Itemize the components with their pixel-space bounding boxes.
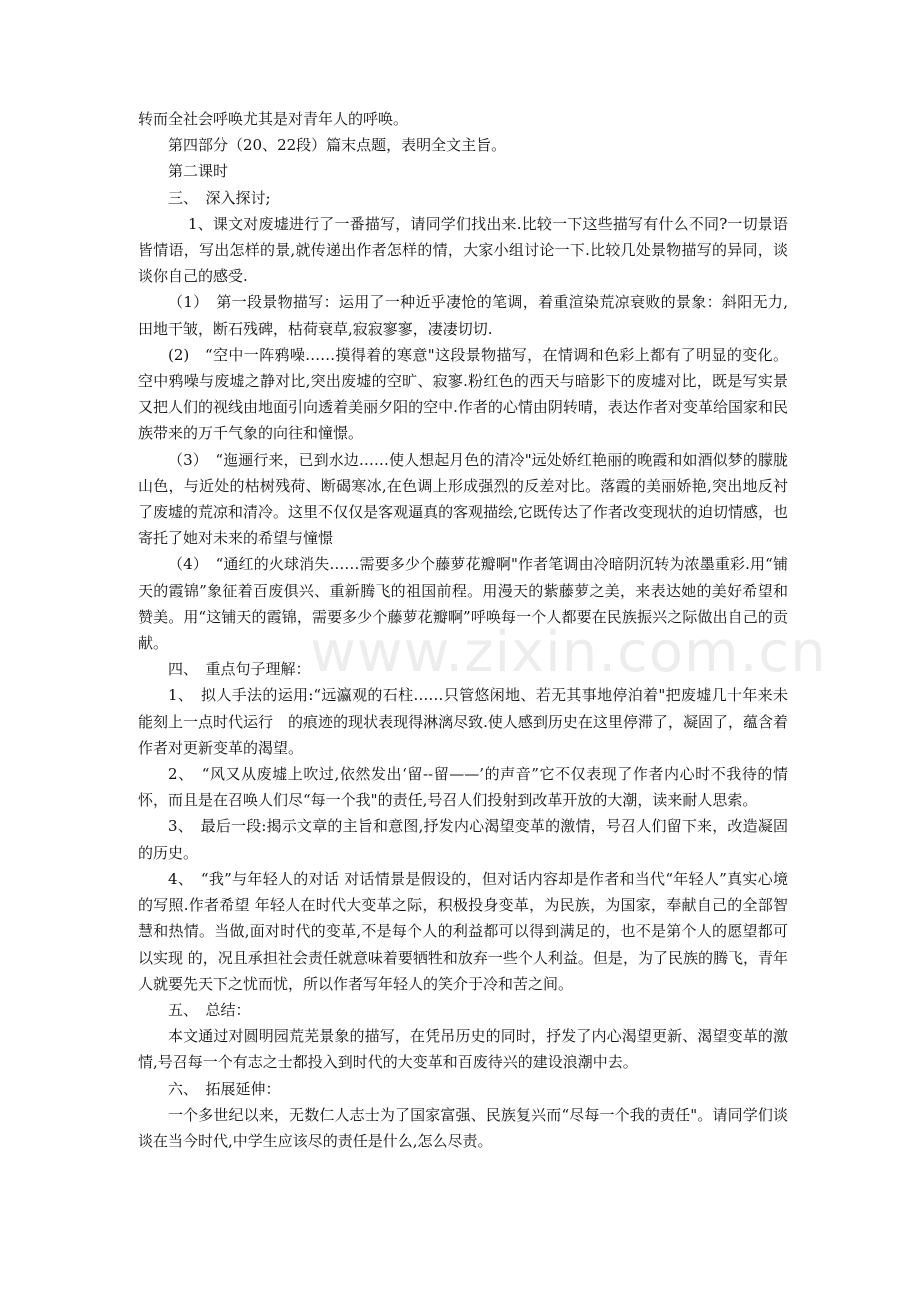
paragraph-part-four: 第四部分（20、22段）篇末点题，表明全文主旨。 [168, 136, 507, 155]
paragraph-scene-4: （4） “通红的火球消失……需要多少个藤萝花瓣啊"作者笔调由冷暗阴沉转为浓墨重彩.用“铺天的霞锦”象征着百废俱兴、重新腾飞的祖国前程。用漫天的紫藤萝之美，来表达她的美好希望和赞美。用“这铺天的霞锦，需要多少个藤萝花瓣啊”呼唤每一个人都要在民族振兴之际做出自己的贡献。 [138, 555, 788, 653]
section-heading-key-sentences: 四、 重点句子理解： [168, 660, 311, 679]
section-heading-extension: 六、 拓展延伸： [168, 1079, 281, 1098]
paragraph-key-sentence-4: 4、 “我”与年轻人的对话 对话情景是假设的，但对话内容却是作者和当代“年轻人”真实心境的写照.作者希望 年轻人在时代大变革之际，积极投身变革，为民族，为国家，奉献自己的全部智慧和热情。当做,面对时代的变革,不是每个人的利益都可以得到满足的，也不是第个人的愿望都可以实现 的，况且承担社会责任就意味着要牺牲和放弃一些个人利益。但是，为了民族的腾飞，青年人就要先天下之忧而忧，所以作者写年轻人的笑介于冷和苦之间。 [138, 869, 788, 993]
paragraph-question-1: 1、课文对废墟进行了一番描写，请同学们找出来.比较一下这些描写有什么不同?一切景语皆情语，写出怎样的景,就传递出作者怎样的情，大家小组讨论一下.比较几处景物描写的异同，谈谈你自己的感受. [138, 214, 788, 286]
section-heading-summary: 五、 总结： [168, 1000, 251, 1019]
paragraph-key-sentence-2: 2、 “风又从废墟上吹过,依然发出‘留--留——’的声音”它不仅表现了作者内心时不我待的情怀，而且是在召唤人们尽“每一个我"的责任,号召人们投射到改革开放的大潮，读来耐人思索。 [138, 765, 788, 810]
section-heading-deep-discussion: 三、 深入探讨; [168, 188, 271, 207]
paragraph-extension: 一个多世纪以来，无数仁人志士为了国家富强、民族复兴而“尽每一个我的责任"。请同学们谈谈在当今时代,中学生应该尽的责任是什么,怎么尽责。 [138, 1105, 788, 1150]
document-body [138, 106, 788, 1154]
paragraph-scene-2: (2) “空中一阵鸦噪……摸得着的寒意"这段景物描写，在情调和色彩上都有了明显的变化。空中鸦噪与废墟之静对比,突出废墟的空旷、寂寥.粉红色的西天与暗影下的废墟对比，既是写实景又把人们的视线由地面引向透着美丽夕阳的空中.作者的心情由阴转晴，表达作者对变革给国家和民族带来的万千气象的向往和憧憬。 [138, 345, 788, 443]
paragraph-continuation: 转而全社会呼唤尤其是对青年人的呼唤。 [138, 110, 409, 128]
paragraph-scene-3: （3） “迤逦行来，已到水边……使人想起月色的清冷"远处娇红艳丽的晚霞和如酒似梦的朦胧山色，与近处的枯树残荷、断碣寒冰,在色调上形成强烈的反差对比。落霞的美丽娇艳,突出地反衬了废墟的荒凉和清冷。这里不仅仅是客观逼真的客观描绘,它既传达了作者改变现状的迫切情感，也寄托了她对未来的希望与憧憬 [138, 450, 788, 548]
paragraph-scene-1: （1） 第一段景物描写：运用了一种近乎凄怆的笔调，着重渲染荒凉衰败的景象：斜阳无力,田地干皱，断石残碑，枯荷衰草,寂寂寥寥，凄凄切切. [138, 293, 788, 338]
paragraph-key-sentence-3: 3、 最后一段:揭示文章的主旨和意图,抒发内心渴望变革的激情，号召人们留下来，改造凝固的历史。 [138, 817, 788, 862]
watermark-text: www.zixin.com.cn [310, 620, 827, 685]
paragraph-key-sentence-1: 1、 拟人手法的运用:“远瀛观的石柱……只管悠闲地、若无其事地停泊着"把废墟几十年来未能刻上一点时代运行 的痕迹的现状表现得淋漓尽致.使人感到历史在这里停滞了，凝固了，蕴含着作者对更新变革的渴望。 [138, 686, 788, 757]
paragraph-summary: 本文通过对圆明园荒芜景象的描写，在凭吊历史的同时，抒发了内心渴望更新、渴望变革的激情,号召每一个有志之士都投入到时代的大变革和百废待兴的建设浪潮中去。 [138, 1027, 788, 1072]
section-heading-second-lesson: 第二课时 [168, 162, 229, 181]
